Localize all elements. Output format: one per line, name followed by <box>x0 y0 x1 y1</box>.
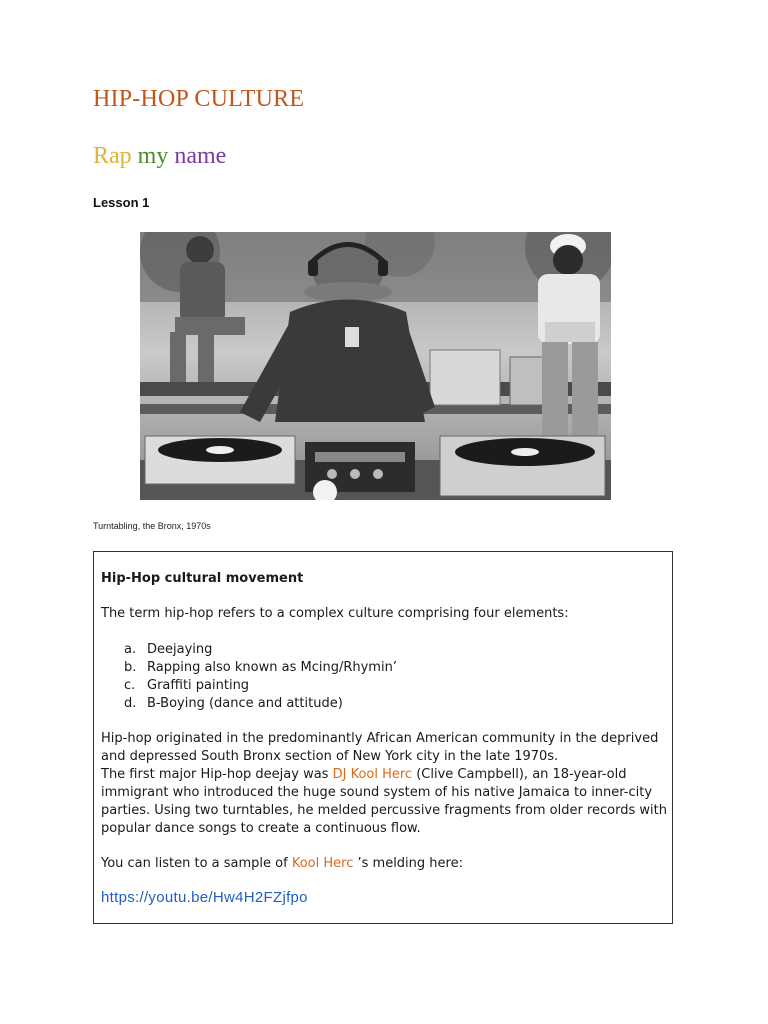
subtitle-word-name: name <box>174 143 227 169</box>
paragraph-line: parties. Using two turntables, he melded percussive fragments from older records with <box>101 803 667 818</box>
subtitle-word-rap: Rap <box>93 143 132 169</box>
subtitle-word-my: my <box>137 143 169 169</box>
photo-illustration <box>140 232 611 500</box>
photo-caption: Turntabling, the Bronx, 1970s <box>93 521 211 531</box>
dj-kool-herc-link[interactable]: DJ Kool Herc <box>332 767 413 782</box>
youtube-link[interactable]: https://youtu.be/Hw4H2FZjfpo <box>101 889 308 906</box>
elements-list <box>124 641 397 713</box>
lesson-label: Lesson 1 <box>93 195 150 210</box>
listen-prefix: You can listen to a sample of <box>101 856 292 871</box>
paragraph-line: Hip-hop originated in the predominantly African American community in the deprived <box>101 731 659 746</box>
info-box <box>93 551 673 924</box>
history-paragraph <box>101 730 667 838</box>
paragraph-line <box>101 766 661 784</box>
page-title: HIP-HOP CULTURE <box>93 86 305 112</box>
first-deejay-prefix: The first major Hip-hop deejay was <box>101 767 333 782</box>
list-marker: a. <box>124 642 137 657</box>
list-item <box>124 695 397 713</box>
list-item-text: B-Boying (dance and attitude) <box>147 696 343 711</box>
list-item-text: Deejaying <box>147 642 213 657</box>
list-item <box>124 659 397 677</box>
list-marker: b. <box>124 660 137 675</box>
dj-turntables-photo <box>140 232 611 500</box>
paragraph-line: and depressed South Bronx section of New York city in the late 1970s. <box>101 749 559 764</box>
list-marker: d. <box>124 696 137 711</box>
list-item-text: Graffiti painting <box>147 678 250 693</box>
intro-text: The term hip-hop refers to a complex culture comprising four elements: <box>101 606 569 621</box>
list-marker: c. <box>124 678 136 693</box>
listen-line <box>101 855 463 873</box>
first-deejay-suffix: (Clive Campbell), an 18-year-old <box>412 767 627 782</box>
box-heading: Hip-Hop cultural movement <box>101 571 304 586</box>
kool-herc-link[interactable]: Kool Herc <box>291 856 354 871</box>
paragraph-line: popular dance songs to create a continuous flow. <box>101 821 421 836</box>
listen-suffix: ’s melding here: <box>353 856 463 871</box>
list-item <box>124 641 397 659</box>
page-subtitle <box>93 143 226 170</box>
list-item-text: Rapping also known as Mcing/Rhymin’ <box>147 660 397 675</box>
paragraph-line: immigrant who introduced the huge sound system of his native Jamaica to inner-city <box>101 785 653 800</box>
list-item <box>124 677 397 695</box>
